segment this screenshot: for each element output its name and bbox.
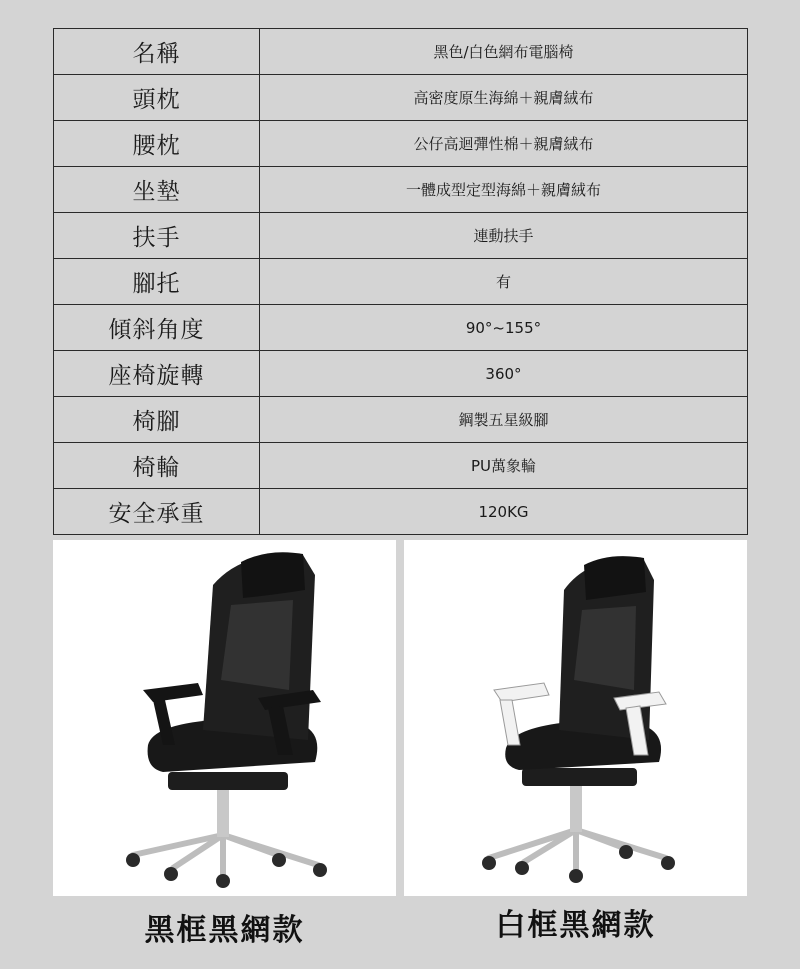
- spec-value: 360°: [260, 351, 748, 397]
- spec-row: [54, 29, 748, 75]
- spec-label: 傾斜角度: [54, 305, 260, 351]
- product-caption-black-frame: 黑框黑網款: [144, 913, 305, 948]
- office-chair-white-frame-image: [404, 540, 747, 896]
- spec-row: [54, 121, 748, 167]
- spec-value: 90°~155°: [260, 305, 748, 351]
- spec-value: 連動扶手: [260, 213, 748, 259]
- spec-label: 名稱: [54, 29, 260, 75]
- spec-row: [54, 351, 748, 397]
- spec-value: 黑色/白色網布電腦椅: [260, 29, 748, 75]
- spec-value: PU萬象輪: [260, 443, 748, 489]
- spec-value: 有: [260, 259, 748, 305]
- product-caption-white-frame: 白框黑網款: [495, 908, 656, 943]
- spec-value: 公仔高迴彈性棉＋親膚絨布: [260, 121, 748, 167]
- spec-label: 坐墊: [54, 167, 260, 213]
- product-photo-black-frame: [53, 540, 396, 896]
- spec-row: [54, 397, 748, 443]
- spec-label: 椅腳: [54, 397, 260, 443]
- spec-label: 頭枕: [54, 75, 260, 121]
- spec-value: 高密度原生海綿＋親膚絨布: [260, 75, 748, 121]
- spec-table-body: [54, 29, 748, 535]
- spec-label: 腰枕: [54, 121, 260, 167]
- spec-value: 一體成型定型海綿＋親膚絨布: [260, 167, 748, 213]
- spec-row: [54, 305, 748, 351]
- spec-label: 扶手: [54, 213, 260, 259]
- spec-label: 椅輪: [54, 443, 260, 489]
- spec-row: [54, 489, 748, 535]
- spec-row: [54, 443, 748, 489]
- spec-row: [54, 167, 748, 213]
- product-photo-white-frame: [404, 540, 747, 896]
- spec-value: 120KG: [260, 489, 748, 535]
- spec-table: [53, 28, 748, 535]
- office-chair-black-frame-image: [53, 540, 396, 896]
- spec-label: 座椅旋轉: [54, 351, 260, 397]
- spec-label: 腳托: [54, 259, 260, 305]
- spec-label: 安全承重: [54, 489, 260, 535]
- spec-row: [54, 75, 748, 121]
- spec-value: 鋼製五星級腳: [260, 397, 748, 443]
- spec-row: [54, 213, 748, 259]
- spec-row: [54, 259, 748, 305]
